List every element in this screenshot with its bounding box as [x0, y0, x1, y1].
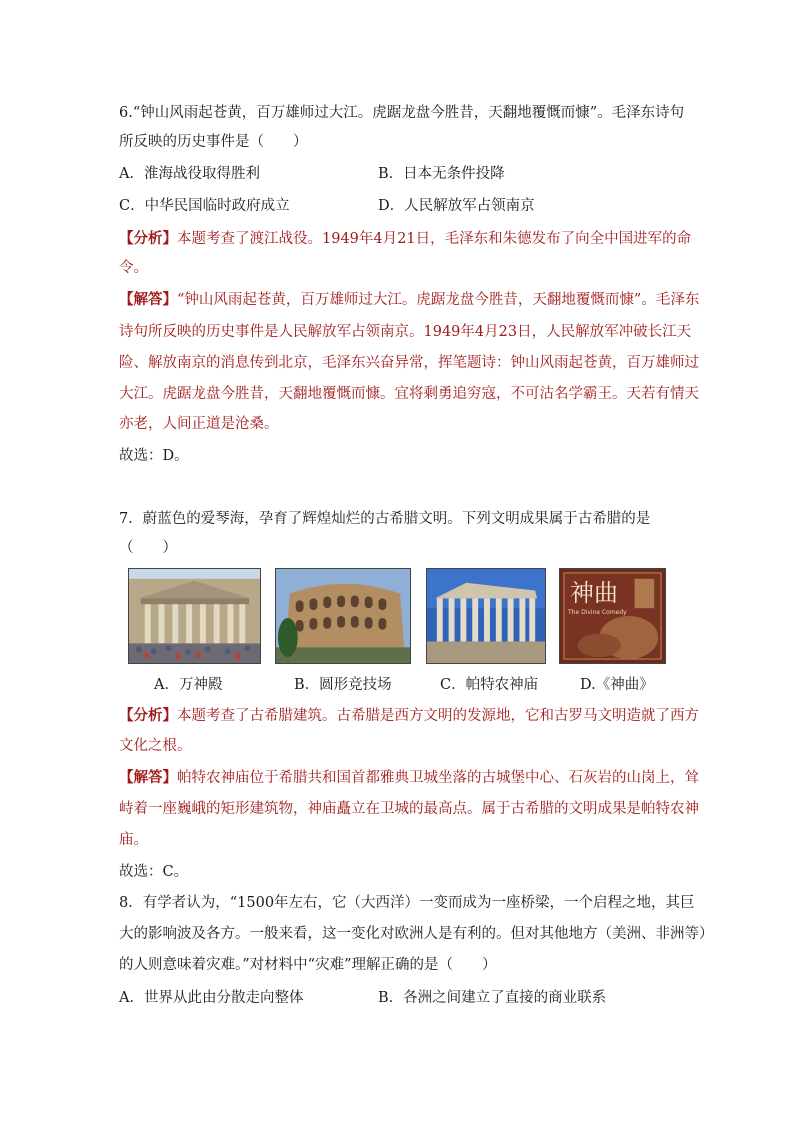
q7-result: 故选：C。: [119, 864, 189, 880]
q6-answer-line-2: 诗句所反映的历史事件是人民解放军占领南京。1949年4月23日，人民解放军冲破长江天: [119, 324, 692, 340]
q6-stem-line-1: 6.“钟山风雨起苍黄，百万雄师过大江。虎踞龙盘今胜昔，天翻地覆慨而慷”。毛泽东诗句: [119, 105, 685, 121]
q6-answer-line-4: 大江。虎踞龙盘今胜昔，天翻地覆慨而慷。宜将剩勇追穷寇，不可沽名学霸王。天若有情天: [119, 386, 699, 402]
q8-option-b: B．各洲之间建立了直接的商业联系: [378, 990, 607, 1006]
caption-c: C．帕特农神庙: [440, 677, 539, 693]
caption-d: D.《神曲》: [580, 677, 654, 693]
caption-a: A．万神殿: [154, 677, 223, 693]
q8-stem-line-2: 大的影响波及各方。一般来看，这一变化对欧洲人是有利的。但对其他地方（美洲、非洲等）: [119, 926, 714, 942]
q7-answer-line-3: 庙。: [119, 832, 148, 848]
q7-answer-text: 帕特农神庙位于希腊共和国首都雅典卫城坐落的古城堡中心、石灰岩的山岗上，耸: [177, 770, 699, 786]
q7-answer-line-1: [119, 768, 699, 788]
q6-result: 故选：D。: [119, 448, 189, 464]
colosseum-image: [275, 568, 411, 664]
q6-stem-line-2: 所反映的历史事件是（ ）: [119, 134, 308, 150]
q6-answer-text: “钟山风雨起苍黄，百万雄师过大江。虎踞龙盘今胜昔，天翻地覆慨而慷”。毛泽东: [177, 292, 700, 308]
q7-analysis-text: 本题考查了古希腊建筑。古希腊是西方文明的发源地，它和古罗马文明造就了西方: [177, 708, 699, 724]
book-subtitle: The Divine Comedy: [568, 609, 627, 616]
analysis-tag: 【分析】: [119, 707, 177, 724]
q6-answer-line-1: [119, 290, 699, 310]
q7-stem-line-1: 7．蔚蓝色的爱琴海，孕育了辉煌灿烂的古希腊文明。下列文明成果属于古希腊的是: [119, 511, 651, 527]
q6-answer-line-3: 险、解放南京的消息传到北京，毛泽东兴奋异常，挥笔题诗：钟山风雨起苍黄，百万雄师过: [119, 355, 699, 371]
q6-option-a: A．淮海战役取得胜利: [119, 166, 260, 182]
analysis-tag: 【分析】: [119, 230, 177, 247]
divine-comedy-image: [559, 568, 666, 664]
q6-option-c: C．中华民国临时政府成立: [119, 198, 290, 214]
q6-analysis-text: 本题考查了渡江战役。1949年4月21日，毛泽东和朱德发布了向全中国进军的命: [177, 231, 692, 247]
answer-tag: 【解答】: [119, 769, 177, 786]
q6-analysis-line-2: 令。: [119, 260, 148, 276]
q7-analysis-line-2: 文化之根。: [119, 738, 192, 754]
q7-stem-line-2: （ ）: [119, 540, 177, 556]
q8-stem-line-1: 8．有学者认为，“1500年左右，它（大西洋）一变而成为一座桥梁，一个启程之地，其巨: [119, 895, 695, 911]
q6-option-d: D．人民解放军占领南京: [378, 198, 535, 214]
answer-tag: 【解答】: [119, 291, 177, 308]
parthenon-image: [426, 568, 546, 664]
q6-analysis-line-1: [119, 229, 691, 249]
caption-b: B．圆形竞技场: [294, 677, 392, 693]
book-title: 神曲: [570, 579, 618, 607]
q7-analysis-line-1: [119, 706, 699, 726]
q7-answer-line-2: 峙着一座巍峨的矩形建筑物，神庙矗立在卫城的最高点。属于古希腊的文明成果是帕特农神: [119, 801, 699, 817]
q6-option-b: B．日本无条件投降: [378, 166, 505, 182]
pantheon-image: [128, 568, 261, 664]
q8-option-a: A．世界从此由分散走向整体: [119, 990, 304, 1006]
q6-answer-line-5: 亦老，人间正道是沧桑。: [119, 416, 279, 432]
q8-stem-line-3: 的人则意味着灾难。”对材料中“灾难”理解正确的是（ ）: [119, 957, 497, 973]
